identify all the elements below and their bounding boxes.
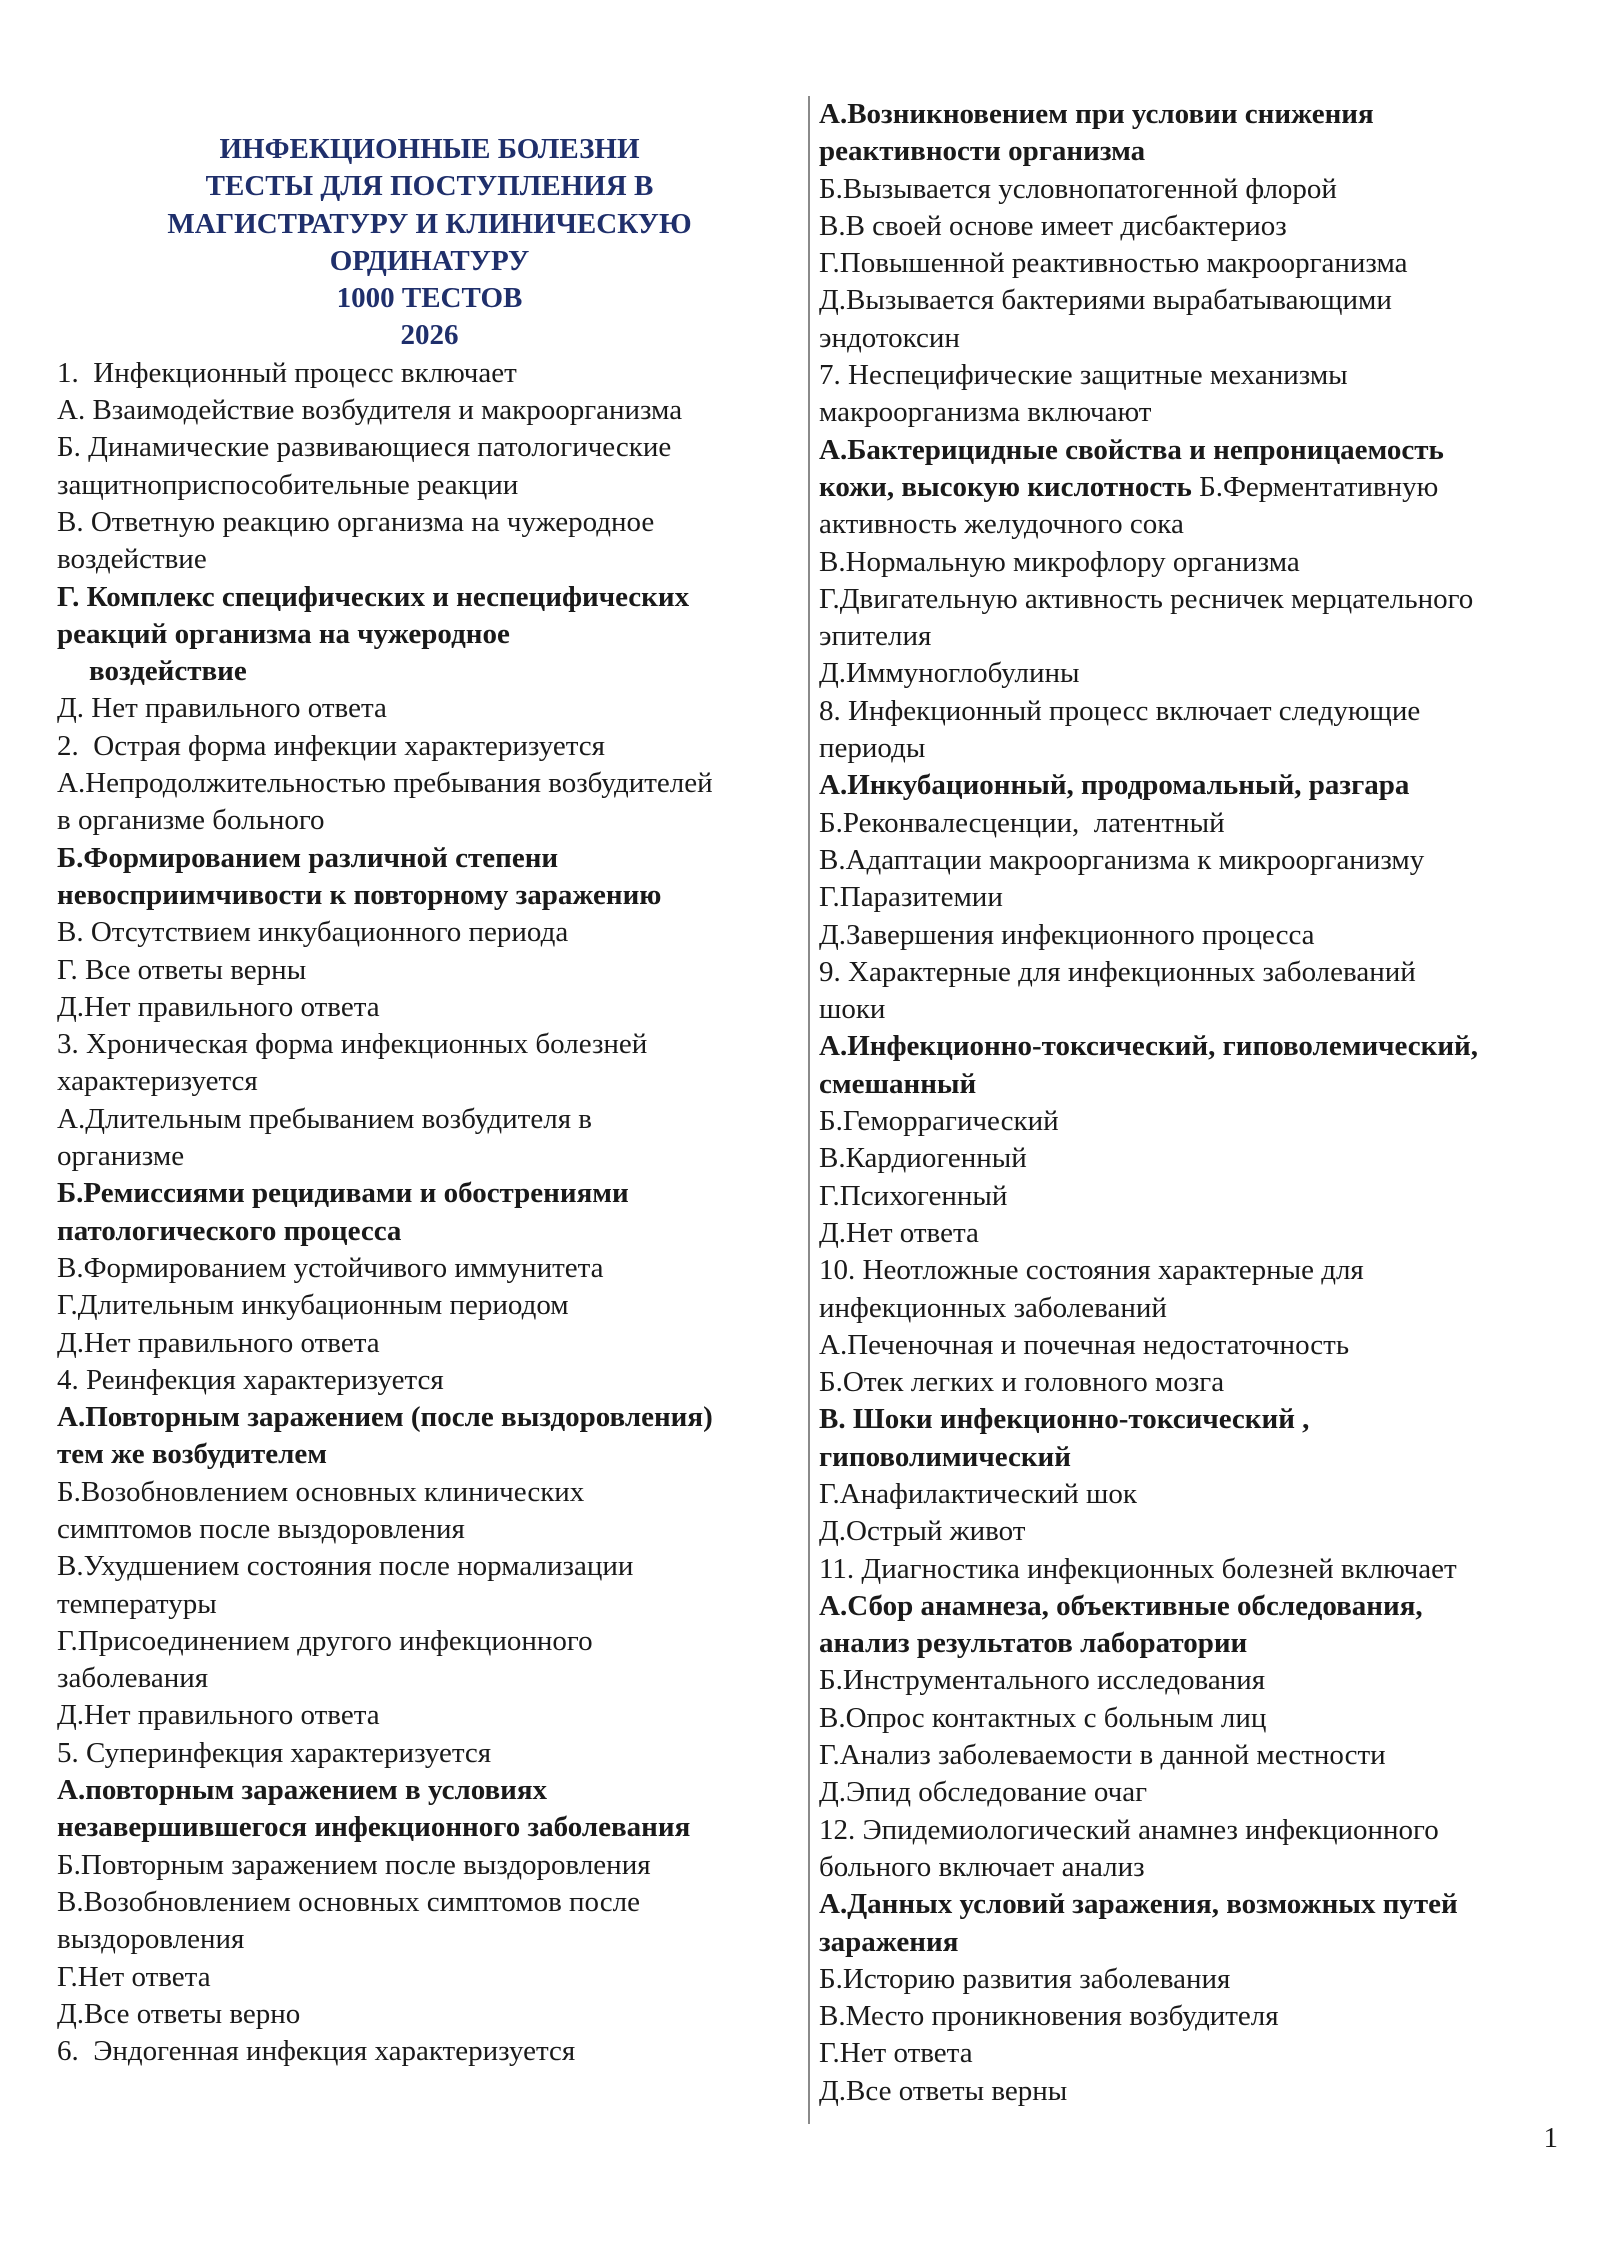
text-line: 2. Острая форма инфекции характеризуется <box>57 729 605 762</box>
text-line <box>819 96 1559 133</box>
text-line <box>819 991 1559 1028</box>
text-line: температуры <box>57 1587 217 1620</box>
text-line <box>819 1476 1559 1513</box>
text-line <box>819 1103 1559 1140</box>
text-segment: А.Возникновением при условии снижения <box>819 98 1374 130</box>
text-segment: Г.Анафилактический шок <box>819 1477 1137 1510</box>
text-segment: Б.Отек легких и головного мозга <box>819 1366 1225 1399</box>
text-line: А.Непродолжительностью пребывания возбудителей <box>57 767 713 800</box>
text-line: Б.Возобновлением основных клинических <box>57 1475 585 1508</box>
text-line <box>819 730 1559 767</box>
text-line <box>819 1513 1559 1550</box>
text-line: воздействие <box>57 543 207 576</box>
text-line <box>819 208 1559 245</box>
text-segment: В.Место проникновения возбудителя <box>819 2000 1279 2033</box>
text-segment: инфекционных заболеваний <box>819 1291 1167 1324</box>
text-line: Г.Присоединением другого инфекционного <box>57 1624 593 1657</box>
text-line <box>819 506 1559 543</box>
text-line: 3. Хроническая форма инфекционных болезней <box>57 1028 648 1061</box>
text-line <box>819 245 1559 282</box>
right-column <box>819 96 1559 2110</box>
text-line: невосприимчивости к повторному заражению <box>57 878 662 911</box>
text-segment: 10. Неотложные состояния характерные для <box>819 1254 1364 1287</box>
text-segment: А.Инфекционно-токсический, гиповолемический, <box>819 1030 1478 1063</box>
text-line: В. Отсутствием инкубационного периода <box>57 916 569 949</box>
text-line <box>819 805 1559 842</box>
text-line <box>819 1588 1559 1625</box>
page-number: 1 <box>1543 2122 1558 2154</box>
text-segment: эпителия <box>819 620 932 653</box>
text-segment: шоки <box>819 993 886 1026</box>
text-segment: А.Печеночная и почечная недостаточность <box>819 1328 1350 1361</box>
text-line <box>819 1290 1559 1327</box>
text-segment: 11. Диагностика инфекционных болезней включает <box>819 1552 1457 1585</box>
text-segment: кожи, высокую кислотность <box>819 470 1192 503</box>
text-segment: А.Сбор анамнеза, объективные обследования, <box>819 1589 1423 1622</box>
text-line <box>819 1327 1559 1364</box>
text-line <box>819 693 1559 730</box>
text-segment: Д.Эпид обследование очаг <box>819 1776 1148 1809</box>
text-line: Б. Динамические развивающиеся патологические <box>57 431 672 464</box>
text-segment: больного включает анализ <box>819 1850 1145 1883</box>
text-line <box>819 171 1559 208</box>
document-title <box>57 131 802 355</box>
text-segment: 9. Характерные для инфекционных заболеваний <box>819 955 1416 988</box>
text-segment: 7. Неспецифические защитные механизмы <box>819 359 1348 392</box>
text-segment: смешанный <box>819 1067 977 1100</box>
title-line-4: ОРДИНАТУРУ <box>329 244 530 277</box>
text-line <box>819 2035 1559 2072</box>
text-segment: В.Кардиогенный <box>819 1142 1027 1175</box>
text-segment: реактивности организма <box>819 135 1146 168</box>
text-line: выздоровления <box>57 1923 245 1956</box>
text-line: Г. Все ответы верны <box>57 953 307 986</box>
text-segment: Б.Вызывается условнопатогенной флорой <box>819 172 1337 205</box>
text-segment: макроорганизма включают <box>819 396 1152 429</box>
text-segment: анализ результатов лаборатории <box>819 1627 1248 1660</box>
text-segment: гиповолимический <box>819 1440 1071 1473</box>
text-line <box>819 282 1559 319</box>
text-line <box>819 954 1559 991</box>
text-line <box>819 917 1559 954</box>
text-line: организме <box>57 1140 185 1173</box>
text-line: воздействие <box>89 655 247 688</box>
text-line <box>819 1662 1559 1699</box>
text-segment: А.Данных условий заражения, возможных путей <box>819 1888 1458 1921</box>
right-question-list <box>819 96 1559 2110</box>
text-line: Г.Нет ответа <box>57 1960 211 1993</box>
text-segment: Б.Инструментального исследования <box>819 1664 1266 1697</box>
text-segment: Д.Иммуноглобулины <box>819 657 1080 690</box>
column-divider <box>808 96 810 2124</box>
text-line: симптомов после выздоровления <box>57 1512 465 1545</box>
title-line-3: МАГИСТРАТУРУ И КЛИНИЧЕСКУЮ <box>167 207 692 240</box>
text-line: В.Возобновлением основных симптомов после <box>57 1885 640 1918</box>
text-line <box>819 1700 1559 1737</box>
text-line <box>819 1737 1559 1774</box>
text-line <box>819 1178 1559 1215</box>
text-line: тем же возбудителем <box>57 1438 327 1471</box>
text-segment: активность желудочного сока <box>819 508 1184 541</box>
text-line <box>819 394 1559 431</box>
text-line: А. Взаимодействие возбудителя и макроорганизма <box>57 394 683 427</box>
text-segment: Б.Историю развития заболевания <box>819 1962 1231 1995</box>
text-line <box>819 1774 1559 1811</box>
text-line: В.Ухудшением состояния после нормализации <box>57 1550 634 1583</box>
text-line: 5. Суперинфекция характеризуется <box>57 1736 492 1769</box>
text-line <box>819 842 1559 879</box>
title-line-2: ТЕСТЫ ДЛЯ ПОСТУПЛЕНИЯ В <box>205 170 654 203</box>
text-segment: В.Адаптации макроорганизма к микроорганизму <box>819 843 1425 876</box>
text-line: незавершившегося инфекционного заболевания <box>57 1811 691 1844</box>
text-line <box>819 1551 1559 1588</box>
text-segment: Б.Реконвалесценции, латентный <box>819 806 1225 839</box>
text-line <box>819 618 1559 655</box>
text-line: Б.Ремиссиями рецидивами и обострениями <box>57 1177 629 1210</box>
text-line: патологического процесса <box>57 1214 402 1247</box>
text-line <box>819 432 1559 469</box>
text-line <box>819 1849 1559 1886</box>
text-segment: В. Шоки инфекционно-токсический , <box>819 1403 1310 1436</box>
text-line: Д.Нет правильного ответа <box>57 990 380 1023</box>
text-line <box>819 544 1559 581</box>
text-line: А.Повторным заражением (после выздоровления) <box>57 1401 713 1434</box>
text-segment: Д.Все ответы верны <box>819 2074 1068 2107</box>
text-segment: эндотоксин <box>819 321 960 354</box>
text-segment: 8. Инфекционный процесс включает следующие <box>819 694 1421 727</box>
text-line <box>819 1924 1559 1961</box>
text-segment: периоды <box>819 732 926 765</box>
text-line: реакций организма на чужеродное <box>57 617 510 650</box>
text-line <box>819 469 1559 506</box>
text-line <box>819 1625 1559 1662</box>
title-line-5: 1000 ТЕСТОВ <box>336 282 523 315</box>
text-segment: Г.Нет ответа <box>819 2037 973 2070</box>
text-line <box>819 1028 1559 1065</box>
text-line: Д.Нет правильного ответа <box>57 1326 380 1359</box>
text-line: Д.Нет правильного ответа <box>57 1699 380 1732</box>
text-line: Г. Комплекс специфических и неспецифических <box>57 580 690 613</box>
text-line <box>819 1401 1559 1438</box>
text-line: Д. Нет правильного ответа <box>57 692 387 725</box>
text-segment: Д.Острый живот <box>819 1515 1026 1548</box>
text-segment: Г.Двигательную активность ресничек мерцательного <box>819 582 1474 615</box>
text-line: Б.Повторным заражением после выздоровления <box>57 1848 651 1881</box>
text-line: защитноприспособительные реакции <box>57 468 519 501</box>
text-line <box>819 1886 1559 1923</box>
text-line <box>819 1140 1559 1177</box>
text-line: Б.Формированием различной степени <box>57 841 559 874</box>
text-line <box>819 1812 1559 1849</box>
text-segment: Г.Паразитемии <box>819 881 1003 914</box>
text-segment: Д.Вызывается бактериями вырабатывающими <box>819 284 1392 317</box>
text-line <box>819 133 1559 170</box>
text-line: характеризуется <box>57 1065 258 1098</box>
text-segment: Б.Геморрагический <box>819 1105 1059 1138</box>
text-line <box>819 1252 1559 1289</box>
text-segment: В.Опрос контактных с больным лиц <box>819 1701 1267 1734</box>
text-line: А.повторным заражением в условиях <box>57 1774 548 1807</box>
text-line <box>819 767 1559 804</box>
text-line: Д.Все ответы верно <box>57 1997 301 2030</box>
text-line <box>819 1998 1559 2035</box>
text-line <box>819 655 1559 692</box>
text-line <box>819 879 1559 916</box>
text-line <box>819 320 1559 357</box>
text-line: Г.Длительным инкубационным периодом <box>57 1289 569 1322</box>
text-line <box>819 1961 1559 1998</box>
text-line <box>819 1439 1559 1476</box>
text-line: 6. Эндогенная инфекция характеризуется <box>57 2035 576 2068</box>
text-line: заболевания <box>57 1662 209 1695</box>
text-segment: Г.Анализ заболеваемости в данной местности <box>819 1739 1386 1772</box>
text-segment: Д.Нет ответа <box>819 1216 979 1249</box>
text-segment: Б.Ферментативную <box>1191 470 1439 503</box>
text-segment: В.Нормальную микрофлору организма <box>819 545 1300 578</box>
text-line <box>819 2073 1559 2110</box>
left-question-list <box>57 355 802 2071</box>
text-segment: А.Инкубационный, продромальный, разгара <box>819 769 1410 802</box>
text-line: 1. Инфекционный процесс включает <box>57 356 517 389</box>
text-segment: заражения <box>819 1925 959 1958</box>
text-line: в организме больного <box>57 804 325 837</box>
text-segment: Д.Завершения инфекционного процесса <box>819 918 1315 951</box>
text-segment: В.В своей основе имеет дисбактериоз <box>819 209 1287 242</box>
text-line <box>819 1364 1559 1401</box>
text-line: В. Ответную реакцию организма на чужеродное <box>57 505 655 538</box>
left-column <box>57 131 802 2070</box>
text-segment: 12. Эпидемиологический анамнез инфекционного <box>819 1813 1439 1846</box>
text-line <box>819 1215 1559 1252</box>
text-line <box>819 1066 1559 1103</box>
text-line: 4. Реинфекция характеризуется <box>57 1363 444 1396</box>
text-segment: Г.Психогенный <box>819 1179 1008 1212</box>
text-line: А.Длительным пребыванием возбудителя в <box>57 1102 592 1135</box>
text-line <box>819 357 1559 394</box>
text-line <box>819 581 1559 618</box>
text-line: В.Формированием устойчивого иммунитета <box>57 1251 604 1284</box>
title-line-6: 2026 <box>400 319 459 352</box>
text-segment: А.Бактерицидные свойства и непроницаемость <box>819 433 1444 466</box>
title-line-1: ИНФЕКЦИОННЫЕ БОЛЕЗНИ <box>219 133 640 165</box>
text-segment: Г.Повышенной реактивностью макроорганизма <box>819 247 1408 280</box>
